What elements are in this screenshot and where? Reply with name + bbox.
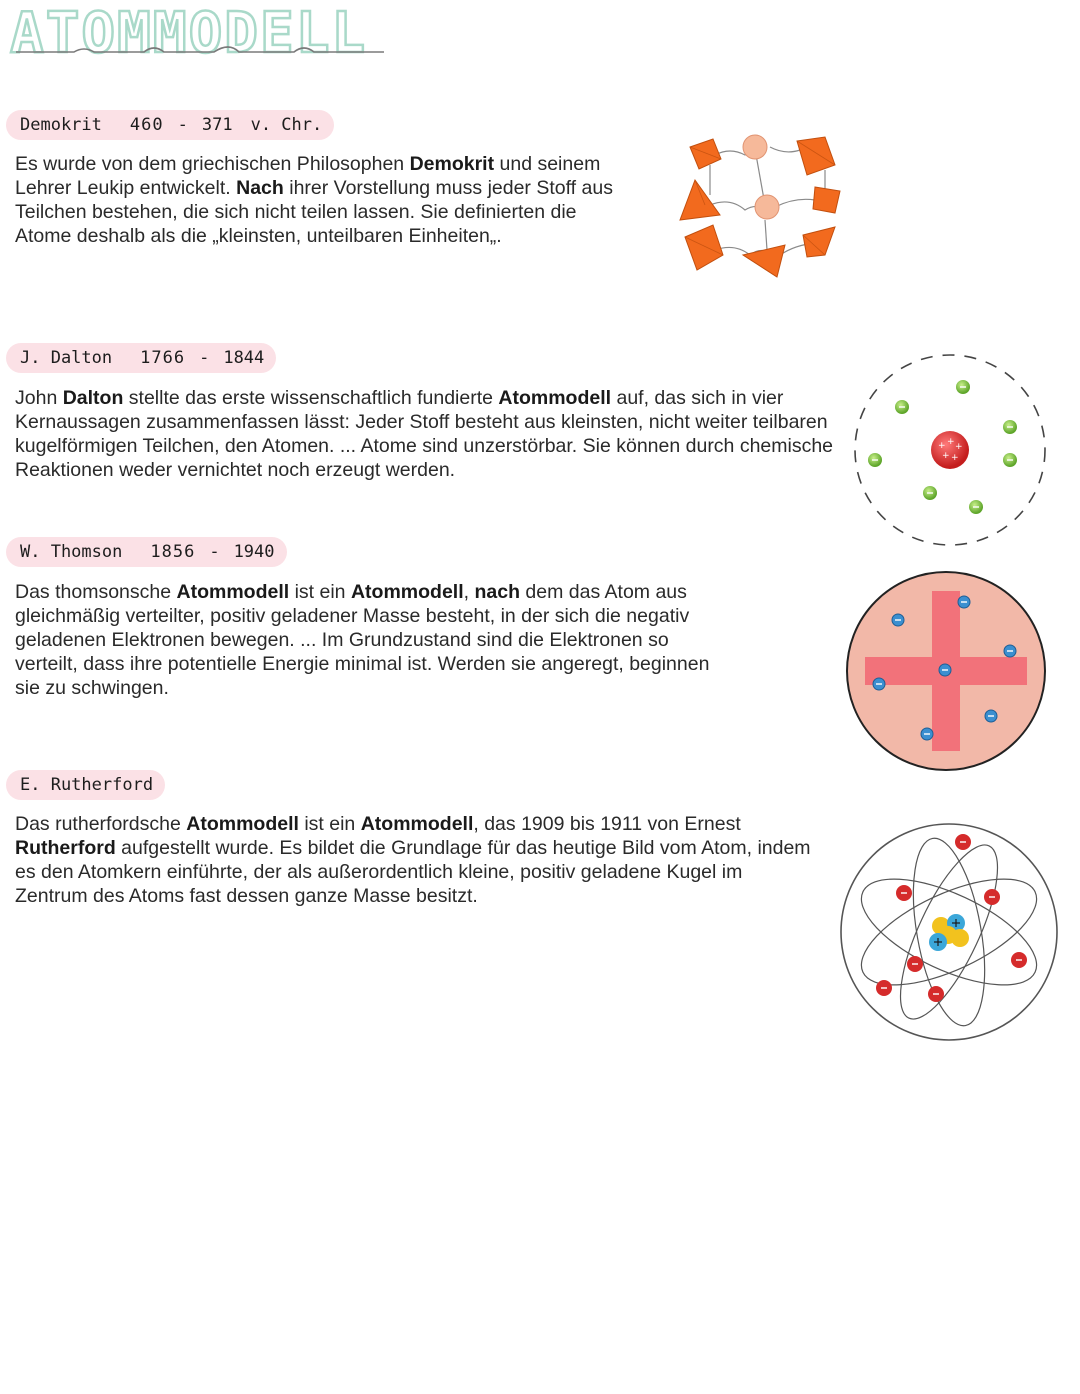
- svg-text:+: +: [955, 442, 963, 452]
- svg-text:+: +: [942, 451, 950, 461]
- scientist-name: Demokrit: [20, 115, 102, 135]
- era-label: v. Chr.: [250, 115, 323, 135]
- section-header-thomson: W. Thomson 1856 - 1940: [6, 537, 287, 567]
- text-run: ,: [463, 581, 475, 603]
- text-run: und seinem Lehrer Leukip entwickelt.: [15, 153, 601, 199]
- bold-term: Dalton: [62, 387, 124, 409]
- page-title: ATOMMODELL: [10, 1, 368, 66]
- svg-text:+: +: [938, 441, 946, 451]
- bold-term: Nach: [236, 177, 284, 199]
- section-header-dalton: J. Dalton 1766 - 1844: [6, 343, 276, 373]
- section-header-demokrit: Demokrit 460 - 371 v. Chr.: [6, 110, 334, 140]
- rutherford-model-figure: [838, 822, 1060, 1044]
- section-header-rutherford: [6, 770, 165, 800]
- svg-text:+: +: [947, 437, 955, 447]
- year-start: 1856: [150, 542, 196, 562]
- demokrit-model-figure: [675, 125, 855, 285]
- title-underline: [14, 40, 394, 60]
- text-run: John: [15, 387, 63, 409]
- text-run: ihrer Vorstellung muss jeder Stoff aus Teilchen bestehen, die sich nicht teilen lassen. Sie definierten die Atome deshalb als die „kleinsten, unteilbaren Einheiten„.: [15, 177, 613, 247]
- bold-term: nach: [474, 581, 520, 603]
- text-run: dem das Atom aus gleichmäßig verteilter, positiv geladener Masse besteht, in der sich die negativ geladenen Elektronen bewegen. ... Im Grundzustand sind die Elektronen so verteilt, dass ihre potentielle Energie minimal ist. Werden sie angeregt, beginnen sie zu schwingen.: [15, 581, 710, 699]
- bold-term: Rutherford: [15, 837, 116, 859]
- thomson-text: [15, 580, 715, 700]
- text-run: , das 1909 bis 1911 von Ernest: [473, 813, 741, 835]
- year-start: 460: [129, 115, 164, 135]
- text-run: Das thomsonsche: [15, 581, 177, 603]
- bold-term: Atommodell: [360, 813, 474, 835]
- thomson-model-figure: [845, 571, 1047, 773]
- text-run: stellte das erste wissenschaftlich fundierte: [123, 387, 499, 409]
- scientist-name: J. Dalton: [20, 348, 113, 368]
- dalton-text: [15, 386, 845, 482]
- year-start: 1766: [140, 348, 186, 368]
- text-run: aufgestellt wurde. Es bildet die Grundlage für das heutige Bild vom Atom, indem es den Atomkern einführte, der als außerordentlich kleine, positiv geladene Kugel im Zentrum des Atoms fast dessen ganze Masse besitzt.: [15, 837, 811, 907]
- demokrit-text: [15, 152, 625, 248]
- bold-term: Atommodell: [186, 813, 299, 835]
- dalton-model-figure: [850, 350, 1050, 550]
- svg-text:+: +: [951, 453, 959, 463]
- year-end: 1940: [233, 542, 275, 562]
- bold-term: Atommodell: [176, 581, 290, 603]
- scientist-name: E. Rutherford: [20, 775, 154, 795]
- year-end: 1844: [223, 348, 265, 368]
- bold-term: Demokrit: [409, 153, 495, 175]
- text-run: Das rutherfordsche: [15, 813, 187, 835]
- text-run: ist ein: [298, 813, 361, 835]
- text-run: auf, das sich in vier Kernaussagen zusammenfassen lässt: Jeder Stoff besteht aus kleinsten, nicht weiter teilbaren kugelförmigen Teilchen, den Atomen. ... Atome sind unzerstörbar. Sie können durch chemische Reaktionen weder vernichtet noch erzeugt werden.: [15, 387, 834, 481]
- scientist-name: W. Thomson: [20, 542, 123, 562]
- text-run: Es wurde von dem griechischen Philosophen: [15, 153, 410, 175]
- text-run: ist ein: [289, 581, 351, 603]
- bold-term: Atommodell: [498, 387, 612, 409]
- rutherford-text: [15, 812, 815, 908]
- year-end: 371: [201, 115, 233, 135]
- bold-term: Atommodell: [350, 581, 464, 603]
